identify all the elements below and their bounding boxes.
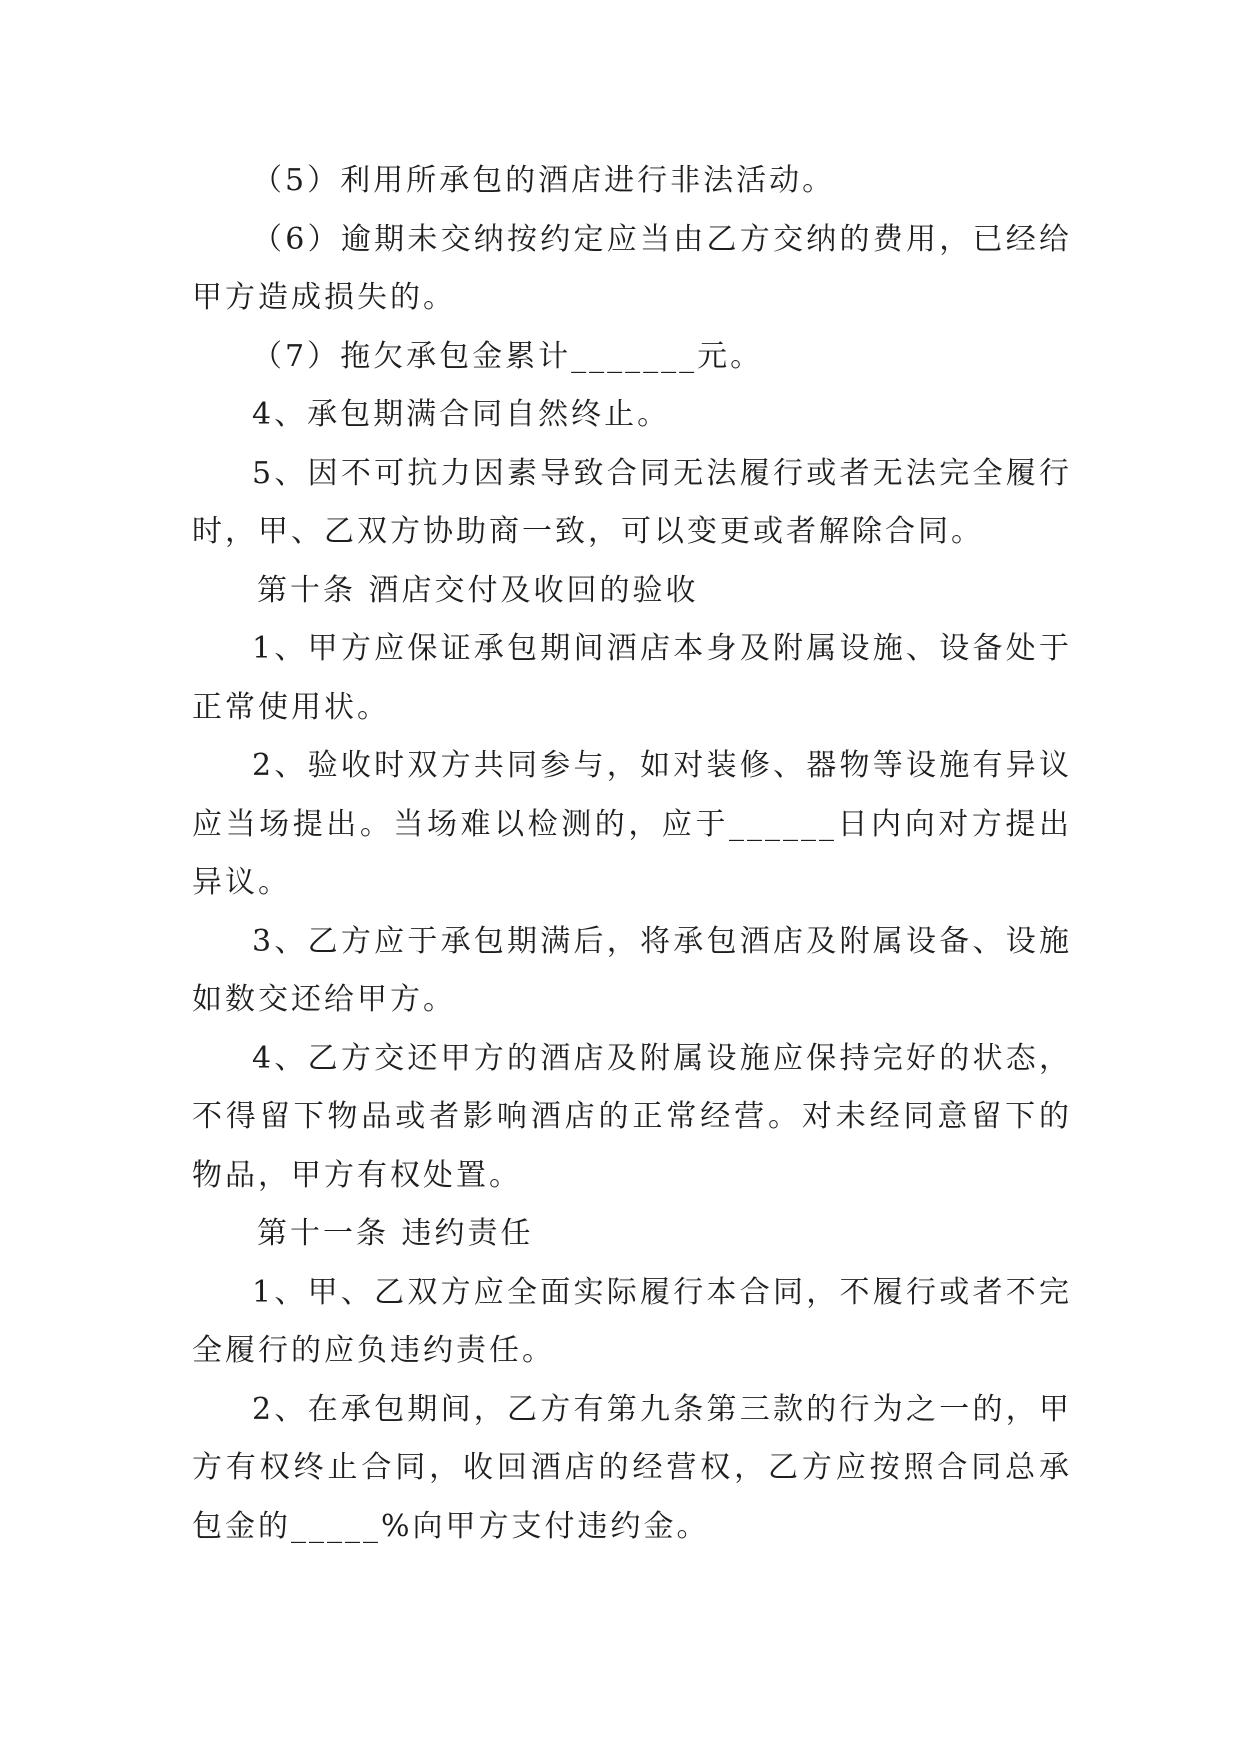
clause-item-5: （5）利用所承包的酒店进行非法活动。 bbox=[252, 163, 836, 198]
document-body bbox=[192, 152, 1072, 1556]
article-10-clause-2: 2、验收时双方共同参与，如对装修、器物等设施有异议应当场提出。当场难以检测的，应于______日内向对方提出异议。 bbox=[192, 748, 1072, 900]
article-10-clause-1: 1、甲方应保证承包期间酒店本身及附属设施、设备处于正常使用状。 bbox=[192, 631, 1072, 725]
clause-5-force-majeure: 5、因不可抗力因素导致合同无法履行或者无法完全履行时，甲、乙双方协助商一致，可以变更或者解除合同。 bbox=[192, 455, 1072, 549]
article-10-clause-4: 4、乙方交还甲方的酒店及附属设施应保持完好的状态，不得留下物品或者影响酒店的正常经营。对未经同意留下的物品，甲方有权处置。 bbox=[192, 1040, 1072, 1193]
clause-item-6: （6）逾期未交纳按约定应当由乙方交纳的费用，已经给甲方造成损失的。 bbox=[192, 221, 1072, 315]
clause-item-7: （7）拖欠承包金累计_______元。 bbox=[252, 338, 764, 374]
article-11-heading: 第十一条 违约责任 bbox=[257, 1216, 534, 1251]
article-11-clause-1: 1、甲、乙双方应全面实际履行本合同，不履行或者不完全履行的应负违约责任。 bbox=[192, 1274, 1072, 1368]
clause-4-contract-expiry: 4、承包期满合同自然终止。 bbox=[252, 397, 671, 432]
article-10-clause-3: 3、乙方应于承包期满后，将承包酒店及附属设备、设施如数交还给甲方。 bbox=[192, 923, 1072, 1017]
article-11-clause-2: 2、在承包期间，乙方有第九条第三款的行为之一的，甲方有权终止合同，收回酒店的经营权，乙方应按照合同总承包金的_____%向甲方支付违约金。 bbox=[192, 1391, 1072, 1544]
article-10-heading: 第十条 酒店交付及收回的验收 bbox=[257, 572, 699, 608]
